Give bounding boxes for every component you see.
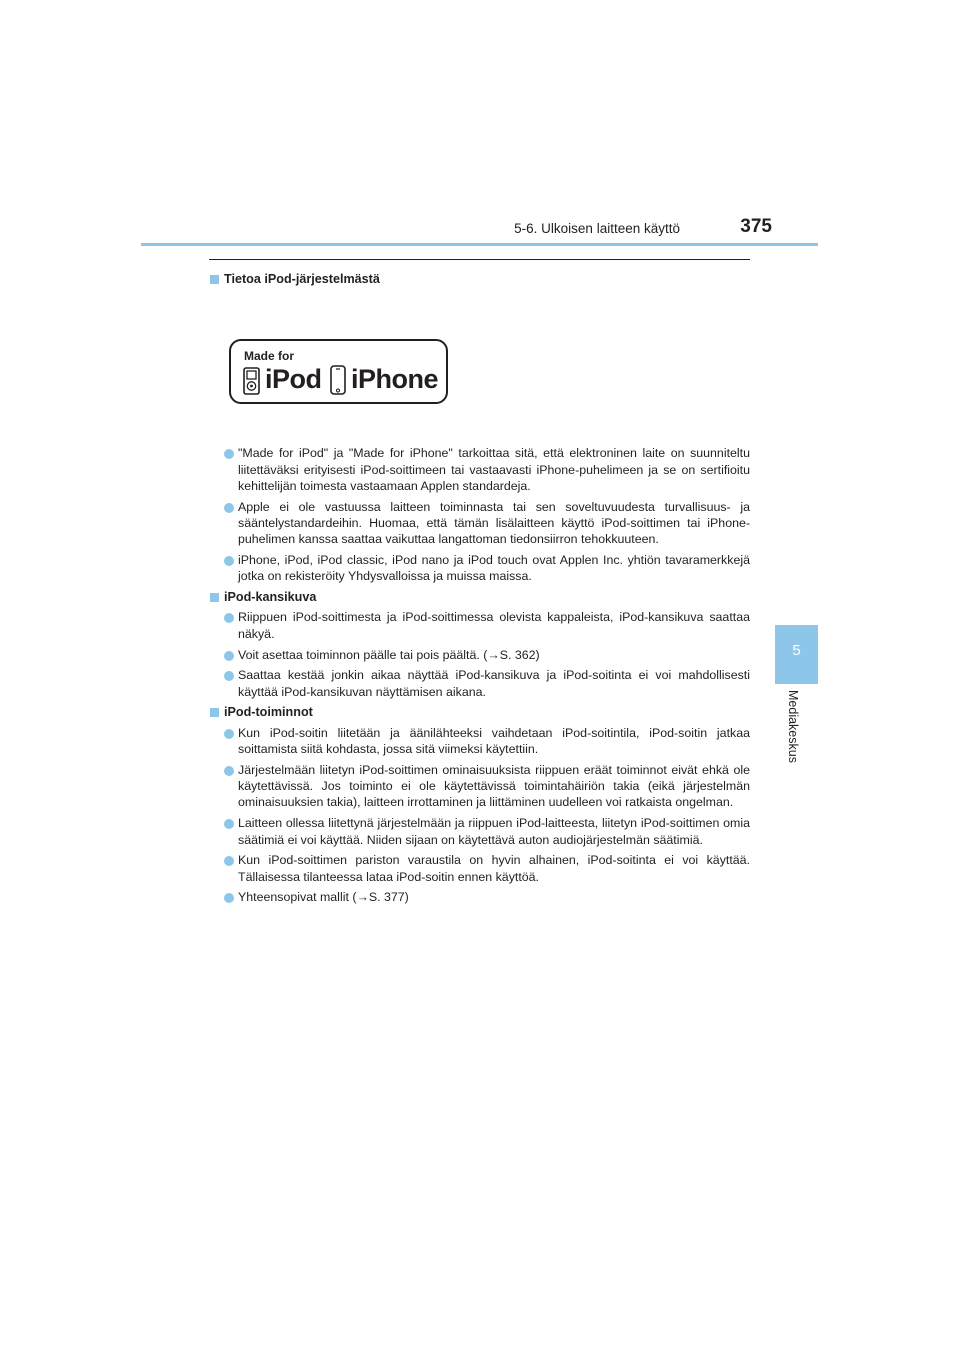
square-bullet-icon [210,593,219,602]
chapter-label: Mediakeskus [786,690,800,763]
section-heading [209,589,750,605]
list-item [209,815,750,848]
list-item [209,445,750,494]
section-heading-text: Tietoa iPod-järjestelmästä [224,272,380,286]
section-heading-text: iPod-kansikuva [224,590,317,605]
chapter-label-wrap [786,690,806,790]
list-item-text: Saattaa kestää jonkin aikaa näyttää iPod-kansikuva ja iPod-soitinta ei voi mahdollisesti käyttää iPod-kansikuvan näyttämisen aikana. [238,668,750,699]
section-heading [209,704,750,720]
content-rule [209,259,750,260]
bullet-dot-icon [224,449,234,459]
ipod-icon [243,367,260,395]
list-item [209,499,750,548]
list-item-text: Järjestelmään liitetyn iPod-soittimen ominaisuuksista riippuen eräät toiminnot eivät ehkä ole käytettävissä. Jos toiminto ei ole käytettävissä toimintahäiriön takia (eikä järjestelmän ominaisuuksien takia), laitteen irrottaminen ja liittäminen uudelleen voi ratkaista ongelman. [238,762,750,810]
header-section-title: 5-6. Ulkoisen laitteen käyttö [514,221,680,236]
logo-iphone-text: iPhone [351,364,439,395]
bullet-dot-icon [224,729,234,739]
list-item-text: Kun iPod-soittimen pariston varaustila on hyvin alhainen, iPod-soitinta ei voi käyttää. Tällaisessa tilanteessa lataa iPod-soitin ennen käyttöä. [238,853,750,884]
list-item-text: Kun iPod-soitin liitetään ja äänilähteeksi vaihdetaan iPod-soitintila, iPod-soitin jatkaa soittamista siitä kohdasta, jossa sitä viimeksi käytettiin. [238,725,750,757]
list-item [209,609,750,642]
list-item [209,647,750,663]
square-bullet-icon [210,708,219,717]
bullet-dot-icon [224,893,234,903]
made-for-ipod-iphone-logo [229,339,448,404]
bullet-dot-icon [224,671,234,681]
list-item-text: Voit asettaa toiminnon päälle tai pois päältä. (→S. 362) [238,647,540,662]
section-heading [209,271,750,287]
list-item [209,852,750,885]
chapter-tab: 5 [775,625,818,684]
logo-ipod-text: iPod [265,364,322,395]
bullet-dot-icon [224,819,234,829]
logo-made-for-text: Made for [244,349,295,364]
bullet-dot-icon [224,556,234,566]
square-bullet-icon [210,275,219,284]
list-item [209,667,750,700]
iphone-icon [330,365,346,395]
list-item-text: Apple ei ole vastuussa laitteen toiminnasta tai sen soveltuvuudesta turvallisuus- ja sääntelystandardeihin. Huomaa, että tämän lisälaitteen käyttö iPod-soittimen tai iPhone-puhelimen kanssa saattaa vaikuttaa langattoman tiedonsiirron tehokkuuteen. [238,499,750,547]
page-number: 375 [740,216,772,237]
list-item-text: "Made for iPod" ja "Made for iPhone" tarkoittaa sitä, että elektroninen laite on suunniteltu liitettäväksi erityisesti iPod-soittimeen tai vastaavasti iPhone-puhelimeen ja se on sertifioitu kehittelijän toimesta vastaamaan Applen standardeja. [238,446,750,493]
bullet-dot-icon [224,766,234,776]
list-item [209,762,750,811]
list-item-text: Riippuen iPod-soittimesta ja iPod-soittimessa olevista kappaleista, iPod-kansikuva saattaa näkyä. [238,610,750,641]
logo-area [209,291,750,445]
bullet-dot-icon [224,503,234,513]
bullet-dot-icon [224,856,234,866]
list-item-text: Yhteensopivat mallit (→S. 377) [238,890,409,905]
header-rule [141,243,818,246]
list-item-text: Laitteen ollessa liitettynä järjestelmään ja riippuen iPod-laitteesta, liitetyn iPod-soittimen omia säätimiä ei voi käyttää. Niiden sijaan on käytettävä auton audiojärjestelmän säätimiä. [238,816,750,847]
section-heading-text: iPod-toiminnot [224,705,313,720]
list-item [209,552,750,585]
list-item [209,889,750,905]
bullet-dot-icon [224,613,234,623]
bullet-dot-icon [224,651,234,661]
page-content [209,268,750,910]
list-item [209,725,750,758]
list-item-text: iPhone, iPod, iPod classic, iPod nano ja iPod touch ovat Applen Inc. yhtiön tavaramerkkejä jotka on rekisteröity Yhdysvalloissa ja muissa maissa. [238,553,750,584]
